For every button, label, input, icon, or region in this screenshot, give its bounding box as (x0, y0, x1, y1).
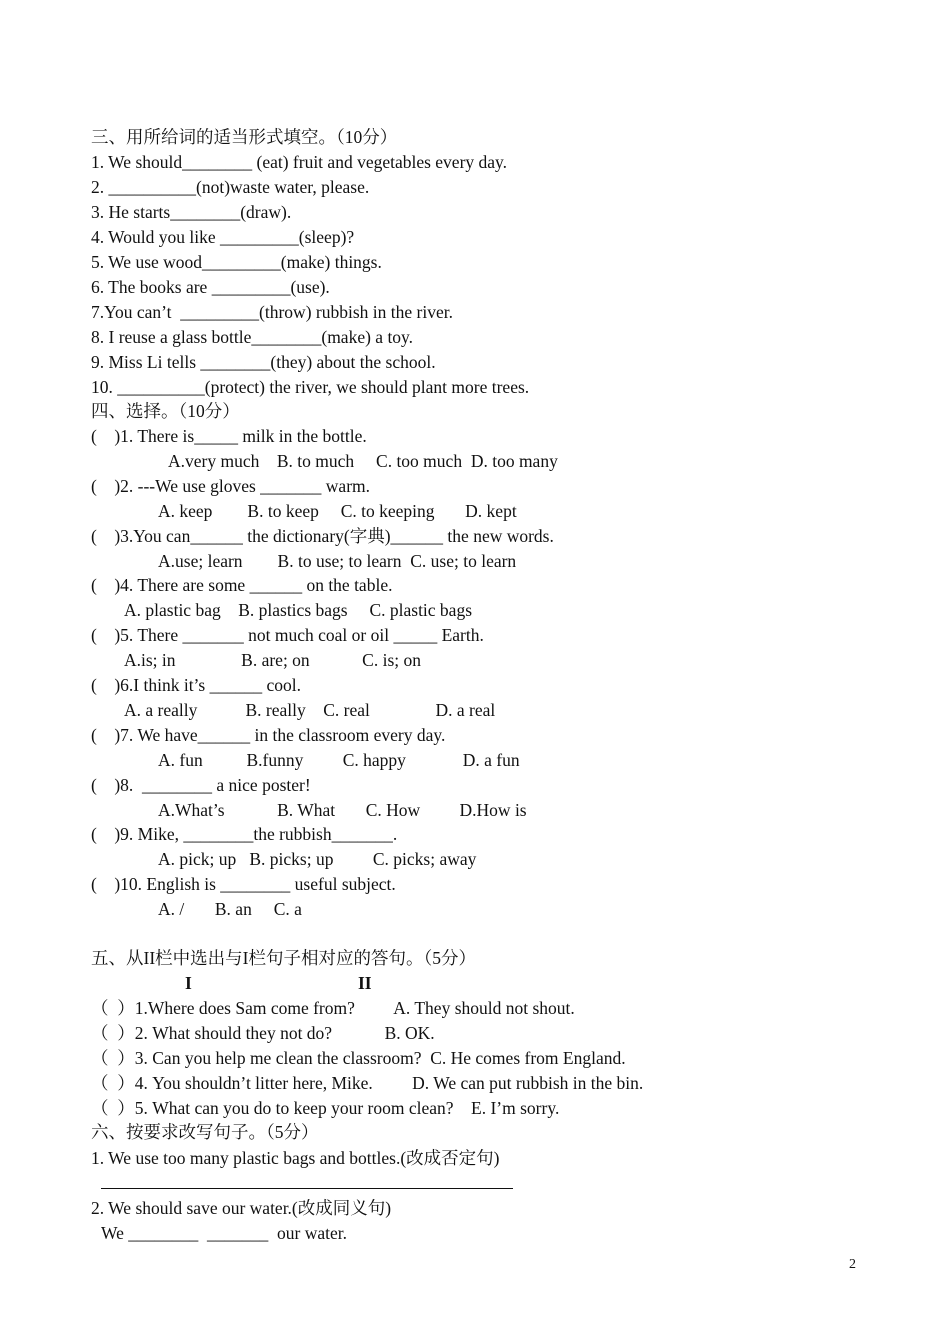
section-4-title: 四、选择。（10分） (91, 401, 240, 421)
s3-item-8: 8. I reuse a glass bottle________(make) a toy. (91, 327, 414, 347)
s4-q5-stem: ( )5. There _______ not much coal or oil _____ Earth. (91, 625, 484, 645)
s5-row-2: （ ）2. What should they not do? B. OK. (91, 1023, 435, 1043)
s3-item-4: 4. Would you like _________(sleep)? (91, 227, 355, 247)
s3-item-7: 7.You can’t _________(throw) rubbish in the river. (91, 302, 453, 322)
section-6-title: 六、按要求改写句子。（5分） (91, 1122, 319, 1142)
s3-item-2: 2. __________(not)waste water, please. (91, 177, 370, 197)
s6-item-1: 1. We use too many plastic bags and bottles.(改成否定句) (91, 1148, 500, 1168)
section-5-title: 五、从II栏中选出与I栏句子相对应的答句。（5分） (91, 948, 476, 968)
s4-q2-options: A. keep B. to keep C. to keeping D. kept (158, 501, 517, 521)
s5-column-2-header: II (358, 973, 372, 993)
s6-item-2-fill: We ________ _______ our water. (101, 1223, 347, 1243)
s4-q6-options: A. a really B. really C. real D. a real (124, 700, 496, 720)
page-number: 2 (849, 1257, 856, 1272)
s3-item-10: 10. __________(protect) the river, we should plant more trees. (91, 377, 530, 397)
section-3-title: 三、用所给词的适当形式填空。（10分） (91, 127, 398, 147)
s3-item-3: 3. He starts________(draw). (91, 202, 292, 222)
s3-item-5: 5. We use wood_________(make) things. (91, 252, 382, 272)
answer-line (101, 1188, 513, 1189)
s4-q7-options: A. fun B.funny C. happy D. a fun (158, 750, 520, 770)
s4-q3-options: A.use; learn B. to use; to learn C. use; to learn (158, 551, 517, 571)
s4-q10-stem: ( )10. English is ________ useful subject. (91, 874, 396, 894)
s4-q1-stem: ( )1. There is_____ milk in the bottle. (91, 426, 367, 446)
s3-item-6: 6. The books are _________(use). (91, 277, 330, 297)
s5-row-4: （ ）4. You shouldn’t litter here, Mike. D. We can put rubbish in the bin. (91, 1073, 644, 1093)
s5-column-1-header: I (185, 973, 192, 993)
s4-q9-options: A. pick; up B. picks; up C. picks; away (158, 849, 477, 869)
s6-item-2: 2. We should save our water.(改成同义句) (91, 1198, 392, 1218)
s5-row-5: （ ）5. What can you do to keep your room clean? E. I’m sorry. (91, 1098, 560, 1118)
s4-q4-options: A. plastic bag B. plastics bags C. plastic bags (124, 600, 473, 620)
s5-row-3: （ ）3. Can you help me clean the classroom? C. He comes from England. (91, 1048, 626, 1068)
s4-q8-stem: ( )8. ________ a nice poster! (91, 775, 311, 795)
s4-q10-options: A. / B. an C. a (158, 899, 302, 919)
s4-q1-options: A.very much B. to much C. too much D. too many (168, 451, 558, 471)
s4-q8-options: A.What’s B. What C. How D.How is (158, 800, 527, 820)
s4-q2-stem: ( )2. ---We use gloves _______ warm. (91, 476, 371, 496)
s3-item-9: 9. Miss Li tells ________(they) about the school. (91, 352, 436, 372)
s4-q4-stem: ( )4. There are some ______ on the table. (91, 575, 393, 595)
s4-q5-options: A.is; in B. are; on C. is; on (124, 650, 422, 670)
s4-q9-stem: ( )9. Mike, ________the rubbish_______. (91, 824, 398, 844)
s4-q3-stem: ( )3.You can______ the dictionary(字典)______ the new words. (91, 526, 554, 546)
s5-row-1: （ ）1.Where does Sam come from? A. They should not shout. (91, 998, 575, 1018)
s4-q6-stem: ( )6.I think it’s ______ cool. (91, 675, 301, 695)
s4-q7-stem: ( )7. We have______ in the classroom every day. (91, 725, 446, 745)
s3-item-1: 1. We should________ (eat) fruit and vegetables every day. (91, 152, 508, 172)
